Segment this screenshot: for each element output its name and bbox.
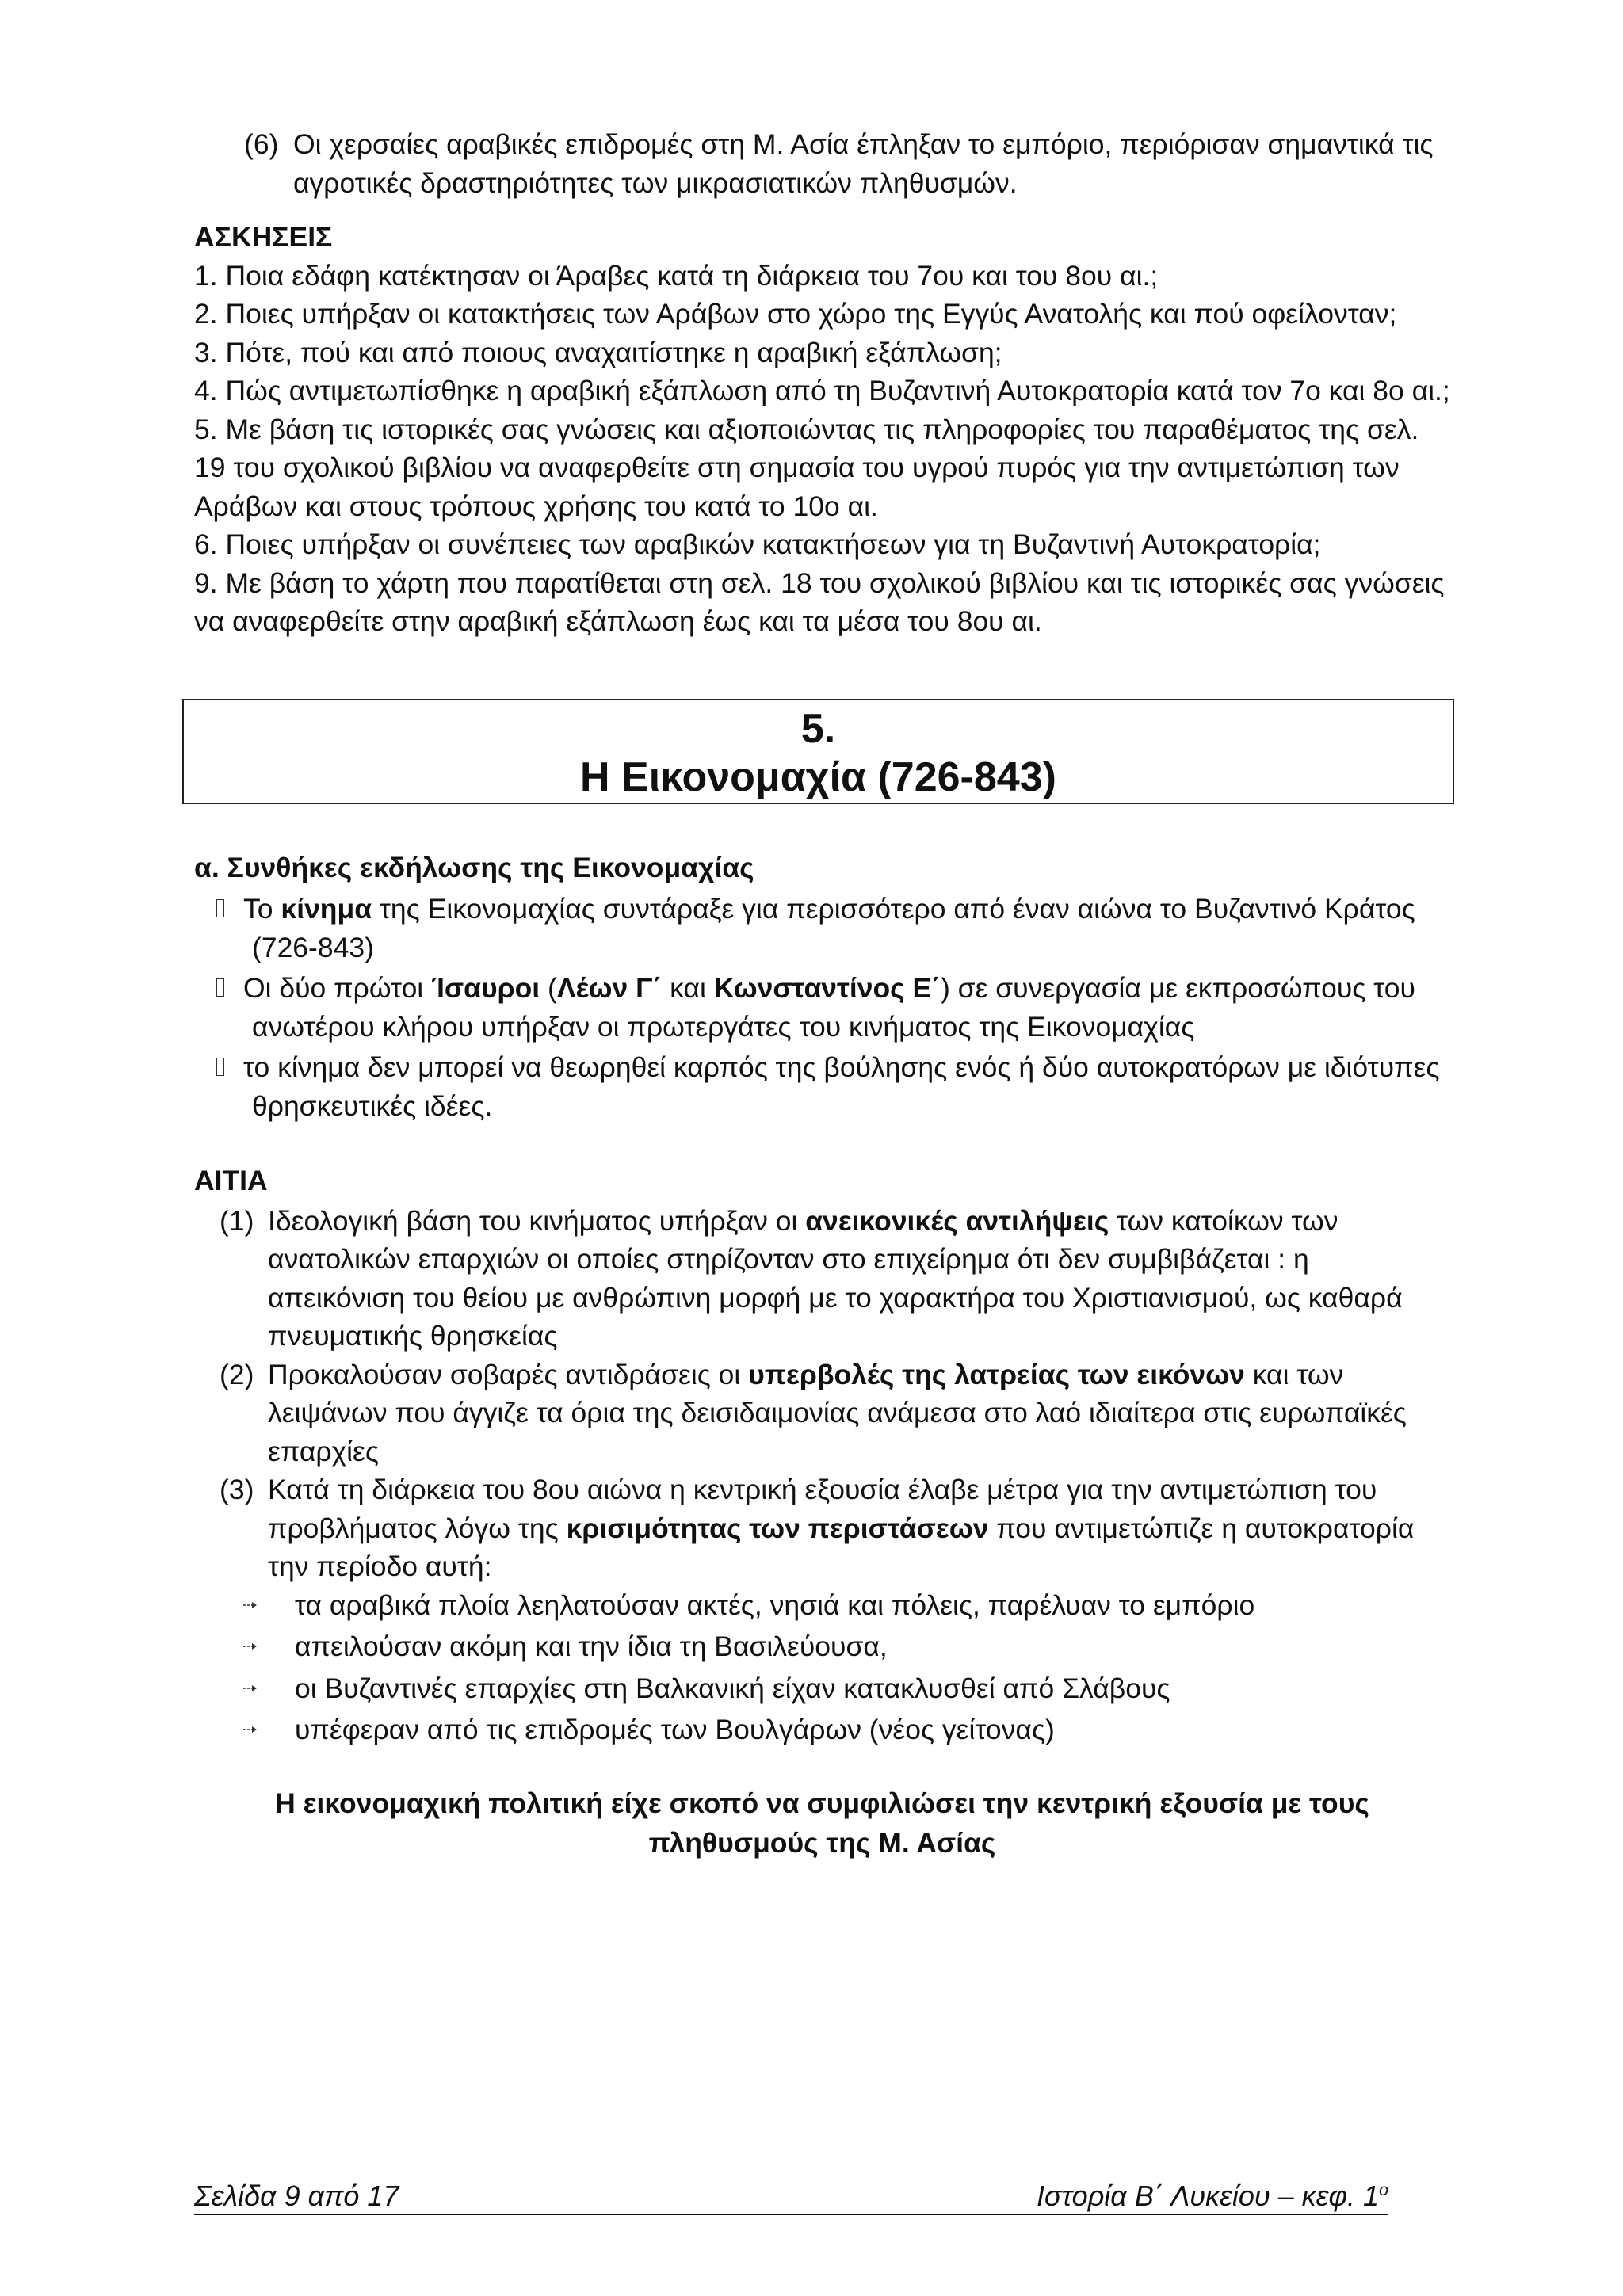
bullet-item: [194, 1048, 1450, 1125]
chapter-title-box: [182, 699, 1454, 804]
bullet-text: Οι δύο πρώτοι: [243, 972, 432, 1004]
dashed-right-arrow-icon: [243, 1684, 258, 1693]
bold-term: υπερβολές της λατρείας των εικόνων: [748, 1358, 1245, 1390]
cause-text: και των λειψάνων που άγγιζε τα όρια της δεισιδαιμονίας ανάμεσα στο λαό ιδιαίτερα στις ευρωπαϊκές επαρχίες: [268, 1358, 1407, 1467]
bullet-text: Το: [243, 893, 281, 925]
footer-course-text: Ιστορία Β΄ Λυκείου – κεφ. 1: [1037, 2180, 1379, 2212]
dashed-right-arrow-icon: [243, 1642, 258, 1651]
exercise-item: 1. Ποια εδάφη κατέκτησαν οι Άραβες κατά τη διάρκεια του 7ου και του 8ου αι.;: [194, 259, 1159, 292]
causes-section: [194, 1161, 1450, 1749]
bullet-text: ) σε συνεργασία με εκπροσώπους του ανωτέρου κλήρου υπήρξαν οι πρωτεργάτες του κινήματος της Εικονομαχίας: [252, 972, 1415, 1043]
bullet-text: και: [662, 972, 714, 1004]
exercise-item: 3. Πότε, πού και από ποιους αναχαιτίστηκε η αραβική εξάπλωση;: [194, 336, 1002, 368]
footer-course-label: [1037, 2179, 1388, 2214]
cause-text: Προκαλούσαν σοβαρές αντιδράσεις οι: [268, 1358, 749, 1390]
arrow-item-text: απειλούσαν ακόμη και την ίδια τη Βασιλεύουσα,: [295, 1630, 888, 1662]
cause-text: των κατοίκων των ανατολικών επαρχιών οι οποίες στηρίζονταν στο επιχείρημα ότι δεν συμβιβάζεται : η απεικόνιση του θείου με ανθρώπινη μορφή με το χαρακτήρα του Χριστιανισμού, ως καθαρά πνευματικής θρησκείας: [268, 1204, 1403, 1352]
arrow-list-item: [194, 1669, 1450, 1708]
arrow-item-text: τα αραβικά πλοία λεηλατούσαν ακτές, νησιά και πόλεις, παρέλυαν το εμπόριο: [295, 1589, 1255, 1621]
section-heading: α. Συνθήκες εκδήλωσης της Εικονομαχίας: [194, 851, 754, 883]
exercises-section: [194, 218, 1450, 641]
arrow-item-text: οι Βυζαντινές επαρχίες στη Βαλκανική είχαν κατακλυσθεί από Σλάβους: [295, 1672, 1170, 1704]
exercise-item: 6. Ποιες υπήρξαν οι συνέπειες των αραβικών κατακτήσεων για τη Βυζαντινή Αυτοκρατορία;: [194, 528, 1321, 560]
missing-glyph-box-icon: [216, 978, 224, 997]
exercise-item: 2. Ποιες υπήρξαν οι κατακτήσεις των Αράβων στο χώρο της Εγγύς Ανατολής και πού οφείλονταν;: [194, 298, 1397, 330]
arrow-item-text: υπέφεραν από τις επιδρομές των Βουλγάρων (νέος γείτονας): [295, 1714, 1055, 1745]
cause-text: που αντιμετώπιζε η αυτοκρατορία την περίοδο αυτή:: [268, 1512, 1415, 1582]
chapter-number: 5.: [800, 705, 836, 752]
cause-item: [194, 1470, 1450, 1586]
bold-term: κίνημα: [281, 893, 372, 925]
cause-text: Κατά τη διάρκεια του 8ου αιώνα η κεντρική εξουσία έλαβε μέτρα για την αντιμετώπιση του προβλήματος λόγω της: [268, 1474, 1377, 1544]
exercises-heading: ΑΣΚΗΣΕΙΣ: [194, 221, 333, 253]
chapter-title: Η Εικονομαχία (726-843): [580, 753, 1056, 800]
bullet-text: (: [540, 972, 557, 1004]
footer-course-superscript: ο: [1378, 2180, 1388, 2199]
missing-glyph-box-icon: [216, 899, 224, 917]
bullet-text: το κίνημα δεν μπορεί να θεωρηθεί καρπός της βούλησης ενός ή δύο αυτοκρατόρων με ιδιότυπες θρησκευτικές ιδέες.: [243, 1051, 1440, 1122]
page-footer: [194, 2179, 1388, 2215]
item-number: (2): [220, 1358, 254, 1390]
exercise-item: 4. Πώς αντιμετωπίσθηκε η αραβική εξάπλωση από τη Βυζαντινή Αυτοκρατορία κατά τον 7ο και 8ο αι.;: [194, 375, 1450, 406]
missing-glyph-box-icon: [216, 1058, 224, 1076]
dashed-right-arrow-icon: [243, 1600, 258, 1610]
bold-term: Κωνσταντίνος Ε΄: [713, 972, 941, 1004]
bold-term: ανεικονικές αντιλήψεις: [805, 1204, 1109, 1237]
bullet-text: της Εικονομαχίας συντάραξε για περισσότερο από έναν αιώνα το Βυζαντινό Κράτος (726-843): [252, 893, 1415, 963]
cause-item: [194, 1356, 1450, 1471]
item-text: Οι χερσαίες αραβικές επιδρομές στη Μ. Ασία έπληξαν το εμπόριο, περιόρισαν σημαντικά τις αγροτικές δραστηριότητες των μικρασιατικών πληθυσμών.: [293, 128, 1434, 199]
arrow-list-item: [194, 1586, 1450, 1625]
cause-text: Ιδεολογική βάση του κινήματος υπήρξαν οι: [268, 1204, 806, 1237]
exercise-item: 5. Με βάση τις ιστορικές σας γνώσεις και αξιοποιώντας τις πληροφορίες του παραθέματος της σελ. 19 του σχολικού βιβλίου να αναφερθείτε στη σημασία του υγρού πυρός για την αντιμετώπιση των Αράβων και στους τρόπους χρήσης του κατά το 10ο αι.: [194, 413, 1419, 522]
bullet-item: [194, 890, 1450, 967]
arrow-list-item: [194, 1627, 1450, 1666]
arrow-list-item: [194, 1711, 1450, 1749]
document-page: [194, 125, 1450, 1863]
conclusion-statement: Η εικονομαχική πολιτική είχε σκοπό να συμφιλιώσει την κεντρική εξουσία με τους πληθυσμούς της Μ. Ασίας: [275, 1787, 1369, 1859]
conditions-section: [194, 849, 1450, 1126]
bold-term: Ίσαυροι: [431, 972, 540, 1004]
dashed-right-arrow-icon: [243, 1725, 258, 1734]
footer-page-number: Σελίδα 9 από 17: [194, 2180, 399, 2212]
item-number: (1): [220, 1204, 254, 1237]
item-number: (6): [244, 128, 279, 160]
numbered-consequence-item: [194, 125, 1450, 202]
bullet-item: [194, 969, 1450, 1046]
bold-term: Λέων Γ΄: [556, 972, 663, 1004]
cause-item: [194, 1202, 1450, 1356]
bold-term: κρισιμότητας των περιστάσεων: [566, 1512, 989, 1544]
section-heading: ΑΙΤΙΑ: [194, 1165, 268, 1196]
exercise-item: 9. Με βάση το χάρτη που παρατίθεται στη σελ. 18 του σχολικού βιβλίου και τις ιστορικές σας γνώσεις να αναφερθείτε στην αραβική εξάπλωση έως και τα μέσα του 8ου αι.: [194, 566, 1445, 637]
item-number: (3): [220, 1474, 254, 1505]
